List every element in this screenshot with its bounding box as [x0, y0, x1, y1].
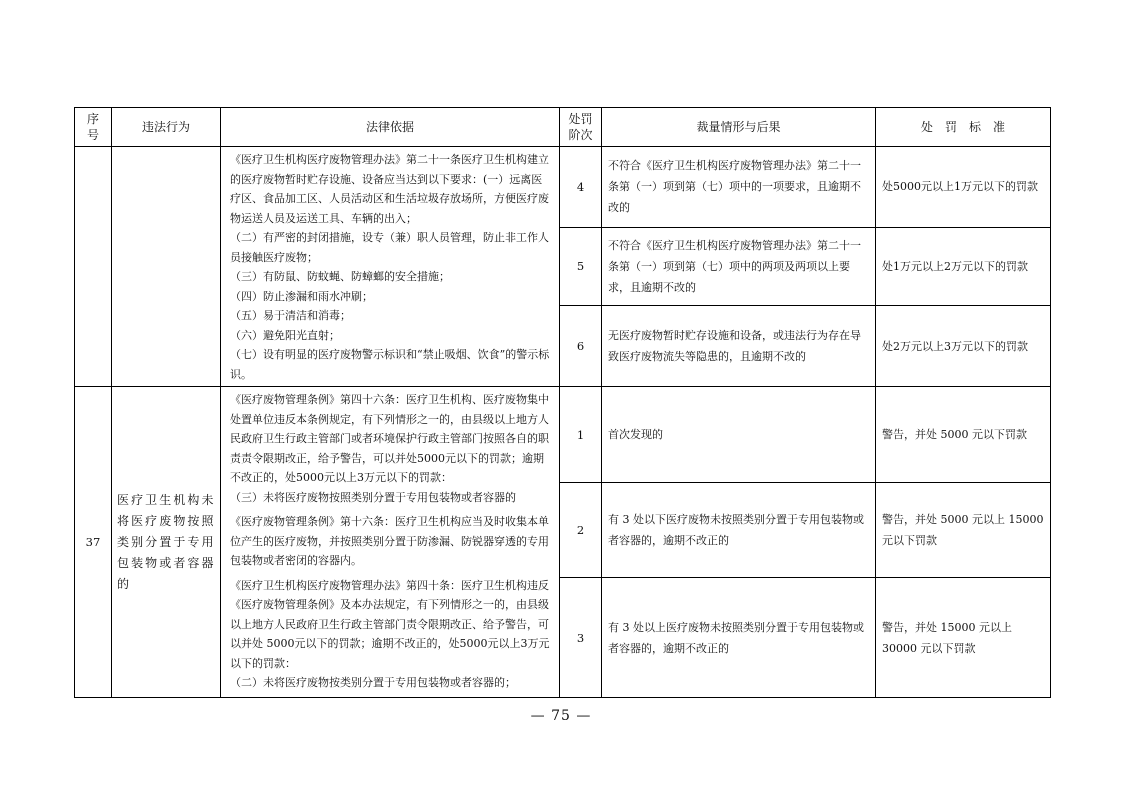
seq-cell: 37 — [75, 387, 112, 698]
legal-text: （四）防止渗漏和雨水冲刷； — [230, 289, 373, 303]
legal-text: （三）未将医疗废物按照类别分置于专用包装物或者容器的 — [230, 490, 516, 504]
legal-text: 《医疗废物管理条例》第十六条：医疗卫生机构应当及时收集本单位产生的医疗废物，并按照类别分置于防渗漏、防锐器穿透的专用包装物或者密闭的容器内。 — [230, 515, 549, 567]
legal-text: 《医疗卫生机构医疗废物管理办法》第四十条：医疗卫生机构违反《医疗废物管理条例》及本办法规定，有下列情形之一的，由县级以上地方人民政府卫生行政主管部门责令限期改正、给予警告，可以并处 5000元以下的罚款；逾期不改正的，处5000元以上3万元以下的罚款： — [230, 578, 550, 670]
standard-cell: 处1万元以上2万元以下的罚款 — [876, 227, 1051, 306]
legal-basis-cell — [221, 147, 560, 387]
standard-cell: 警告，并处 5000 元以上 15000 元以下罚款 — [876, 483, 1051, 578]
legal-text: 《医疗废物管理条例》第四十六条：医疗卫生机构、医疗废物集中处置单位违反本条例规定，有下列情形之一的，由县级以上地方人民政府卫生行政主管部门或者环境保护行政主管部门按照各自的职责责令限期改正，给予警告，可以并处5000元以下的罚款；逾期不改正的，处5000元以上3万元以下的罚款： — [230, 393, 549, 484]
legal-text: （五）易于清洁和消毒； — [230, 309, 351, 322]
legal-text: 《医疗卫生机构医疗废物管理办法》第二十一条医疗卫生机构建立的医疗废物暂时贮存设施、设备应当达到以下要求：(一）远离医疗区、食品加工区、人员活动区和生活垃圾存放场所，方便医疗废物运送人员及运送工具、车辆的出入； — [230, 153, 549, 225]
legal-text: （二）有严密的封闭措施，设专（兼）职人员管理，防止非工作人员接触医疗废物； — [230, 231, 549, 264]
penalty-table — [74, 107, 1051, 698]
behavior-cell — [112, 147, 221, 387]
tier-cell: 6 — [560, 306, 602, 387]
header-tier: 处罚 阶次 — [560, 108, 602, 147]
standard-cell: 处5000元以上1万元以下的罚款 — [876, 147, 1051, 228]
circumstance-cell: 有 3 处以下医疗废物未按照类别分置于专用包装物或者容器的，逾期不改正的 — [602, 483, 876, 578]
legal-text: （二）未将医疗废物按类别分置于专用包装物或者容器的； — [230, 676, 516, 689]
header-circumstances: 裁量情形与后果 — [602, 108, 876, 147]
legal-text: （六）避免阳光直射； — [230, 328, 340, 342]
tier-cell: 2 — [560, 483, 602, 578]
header-behavior: 违法行为 — [112, 108, 221, 147]
circumstance-cell: 有 3 处以上医疗废物未按照类别分置于专用包装物或者容器的，逾期不改正的 — [602, 578, 876, 698]
circumstance-cell: 首次发现的 — [602, 387, 876, 483]
circumstance-cell: 不符合《医疗卫生机构医疗废物管理办法》第二十一条第（一）项到第（七）项中的一项要求，且逾期不改的 — [602, 147, 876, 228]
standard-cell: 警告，并处 5000 元以下罚款 — [876, 387, 1051, 483]
legal-text: （七）设有明显的医疗废物警示标识和“禁止吸烟、饮食”的警示标识。 — [230, 348, 550, 381]
circumstance-cell: 无医疗废物暂时贮存设施和设备，或违法行为存在导致医疗废物流失等隐患的，且逾期不改的 — [602, 306, 876, 387]
table-row — [75, 147, 1051, 228]
table-row — [75, 387, 1051, 483]
standard-cell: 处2万元以上3万元以下的罚款 — [876, 306, 1051, 387]
tier-cell: 3 — [560, 578, 602, 698]
tier-cell: 4 — [560, 147, 602, 228]
header-legal-basis: 法律依据 — [221, 108, 560, 147]
tier-cell: 1 — [560, 387, 602, 483]
seq-cell — [75, 147, 112, 387]
legal-text: （三）有防鼠、防蚊蝇、防蟑螂的安全措施； — [230, 270, 450, 283]
header-standard: 处 罚 标 准 — [876, 108, 1051, 147]
header-seq: 序 号 — [75, 108, 112, 147]
page-number: — 75 — — [530, 708, 592, 724]
standard-cell: 警告，并处 15000 元以上 30000 元以下罚款 — [876, 578, 1051, 698]
tier-cell: 5 — [560, 227, 602, 306]
circumstance-cell: 不符合《医疗卫生机构医疗废物管理办法》第二十一条第（一）项到第（七）项中的两项及两项以上要求，且逾期不改的 — [602, 227, 876, 306]
legal-basis-cell — [221, 387, 560, 698]
header-row — [75, 108, 1051, 147]
behavior-cell: 医疗卫生机构未将医疗废物按照类别分置于专用包装物或者容器的 — [112, 387, 221, 698]
